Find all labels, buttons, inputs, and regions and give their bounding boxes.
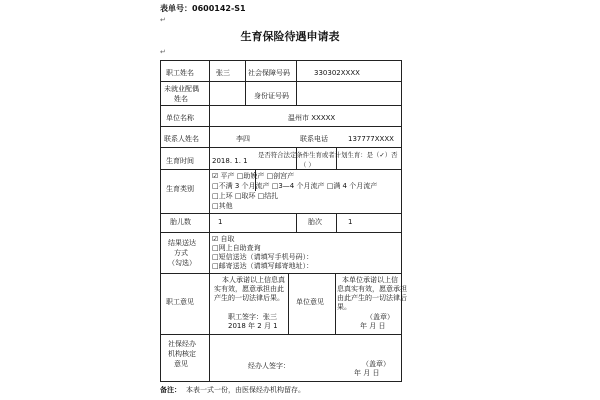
employer-name-value[interactable]: 温州市 XXXXX <box>288 114 336 122</box>
contact-name-value[interactable]: 李四 <box>236 135 250 143</box>
label-delivery-method-l3: （勾选） <box>168 259 196 267</box>
employer-opinion-text-l4: 果。 <box>337 303 351 311</box>
label-delivery-method-l1: 结果送达 <box>168 239 196 247</box>
delivery-option-sms[interactable]: □短信送达（请填写手机号码）： <box>212 253 314 261</box>
agency-sign-date[interactable]: 年 月 日 <box>354 369 380 377</box>
employee-opinion-text-l3: 产生的一切法律后果。 <box>214 294 284 302</box>
delivery-option-mail[interactable]: □邮寄送达（请填写邮寄地址）： <box>212 262 314 270</box>
fetus-count-value[interactable]: 1 <box>218 218 223 226</box>
label-employee-name: 职工姓名 <box>166 69 194 77</box>
birth-category-options-l4[interactable]: □其他 <box>212 202 233 210</box>
paragraph-mark: ↵ <box>160 48 166 56</box>
social-security-no-value[interactable]: 330302XXXX <box>314 69 360 77</box>
birth-category-options-l2[interactable]: □不满 3 个月流产 □3—4 个月流产 □满 4 个月流产 <box>212 182 378 190</box>
label-agency-opinion-l2: 机构核定 <box>168 350 196 358</box>
birth-category-options-l3[interactable]: □上环 □取环 □结扎 <box>212 192 279 200</box>
label-employer-opinion: 单位意见 <box>296 298 324 306</box>
label-fetus-count: 胎儿数 <box>170 218 191 226</box>
note-text: 本表一式一份，由医保经办机构留存。 <box>186 386 305 394</box>
label-id-no: 身份证号码 <box>254 92 289 100</box>
employee-signature[interactable]: 职工签字：张三 <box>228 313 277 321</box>
plan-eligibility-question-l1: 是否符合法定条件生育或者计划生育：是（✓）否 <box>258 151 398 159</box>
label-employee-opinion: 职工意见 <box>166 298 194 306</box>
note-label: 备注： <box>160 386 181 394</box>
plan-eligibility-question-l2: （ ） <box>300 161 315 169</box>
label-contact-phone: 联系电话 <box>300 135 328 143</box>
application-table <box>160 60 402 382</box>
employee-sign-date[interactable]: 2018 年 2 月 1 <box>228 322 278 330</box>
employee-opinion-text-l2: 实有效，愿意承担由此 <box>214 285 284 293</box>
birth-date-value[interactable]: 2018. 1. 1 <box>212 157 248 165</box>
label-contact-name: 联系人姓名 <box>164 135 199 143</box>
employer-opinion-text-l3: 由此产生的一切法律后 <box>337 294 407 302</box>
delivery-option-online[interactable]: □网上自助查询 <box>212 244 261 252</box>
employer-seal: （盖章） <box>366 313 394 321</box>
label-employer-name: 单位名称 <box>166 114 194 122</box>
birth-category-options-l1[interactable]: ☑ 平产 □助娩产 □剖宫产 <box>212 172 295 180</box>
label-delivery-method-l2: 方式 <box>174 249 188 257</box>
employee-opinion-text-l1: 本人承诺以上信息真 <box>222 276 285 284</box>
label-spouse-name-l1: 未就业配偶 <box>164 85 199 93</box>
label-spouse-name-l2: 姓名 <box>174 95 188 103</box>
page-title: 生育保险待遇申请表 <box>240 30 340 43</box>
label-agency-opinion-l3: 意见 <box>174 360 188 368</box>
delivery-option-pickup[interactable]: ☑ 自取 <box>212 235 235 243</box>
birth-order-value[interactable]: 1 <box>348 218 353 226</box>
employer-sign-date[interactable]: 年 月 日 <box>360 322 386 330</box>
employer-opinion-text-l1: 本单位承诺以上信 <box>342 276 398 284</box>
label-agency-opinion-l1: 社保经办 <box>168 340 196 348</box>
label-social-security-no: 社会保障号码 <box>248 69 290 77</box>
agency-seal: （盖章） <box>362 360 390 368</box>
agency-handler-signature[interactable]: 经办人签字： <box>248 362 290 370</box>
employee-name-value[interactable]: 张三 <box>216 69 230 77</box>
paragraph-mark: ↵ <box>160 16 166 24</box>
label-birth-category: 生育类别 <box>166 185 194 193</box>
employer-opinion-text-l2: 息真实有效，愿意承担 <box>337 285 407 293</box>
form-number: 表单号：0600142-S1 <box>160 4 246 13</box>
label-birth-order: 胎次 <box>308 218 322 226</box>
contact-phone-value[interactable]: 137777XXXX <box>348 135 394 143</box>
label-birth-date: 生育时间 <box>166 157 194 165</box>
